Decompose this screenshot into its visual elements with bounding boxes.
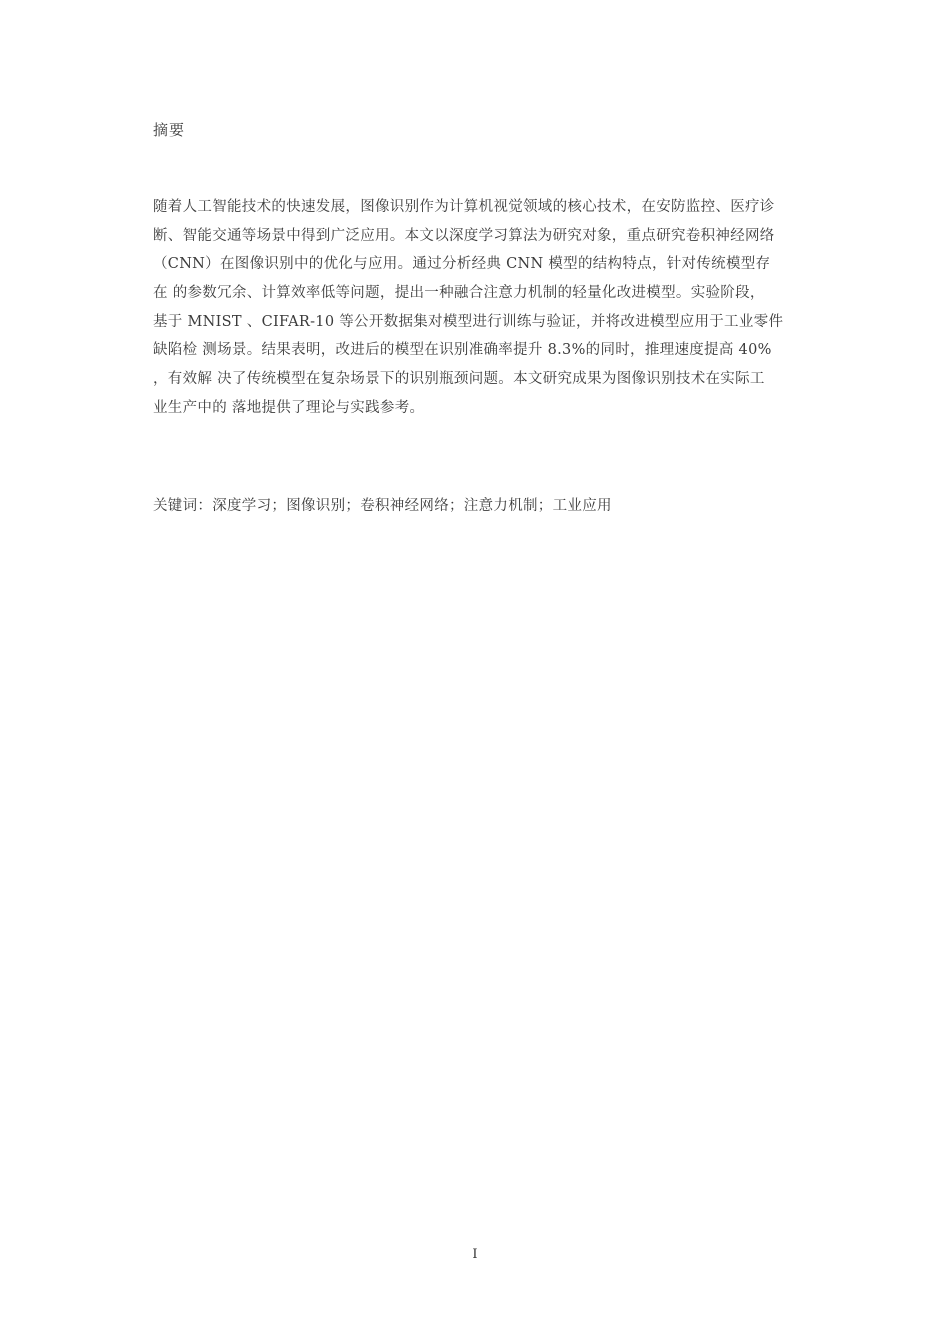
page-number: I: [472, 1247, 478, 1262]
abstract-line: 业生产中的 落地提供了理论与实践参考。: [153, 399, 425, 416]
keywords-line: 关键词：深度学习；图像识别；卷积神经网络；注意力机制；工业应用: [153, 498, 612, 514]
abstract-line: 断、智能交通等场景中得到广泛应用。本文以深度学习算法为研究对象，重点研究卷积神经网络: [153, 227, 775, 244]
abstract-heading: 摘要: [153, 121, 186, 139]
abstract-line: 随着人工智能技术的快速发展，图像识别作为计算机视觉领域的核心技术，在安防监控、医疗诊: [153, 199, 775, 215]
abstract-line: 基于 MNIST 、CIFAR-10 等公开数据集对模型进行训练与验证，并将改进模型应用于工业零件: [153, 313, 784, 330]
abstract-line: 缺陷检 测场景。结果表明，改进后的模型在识别准确率提升 8.3%的同时，推理速度提高 40%: [153, 342, 772, 359]
abstract-line: （CNN）在图像识别中的优化与应用。通过分析经典 CNN 模型的结构特点，针对传统模型存: [153, 256, 771, 273]
abstract-body: [153, 193, 853, 423]
abstract-line: 在 的参数冗余、计算效率低等问题，提出一种融合注意力机制的轻量化改进模型。实验阶段，: [153, 285, 765, 302]
abstract-line: ，有效解 决了传统模型在复杂场景下的识别瓶颈问题。本文研究成果为图像识别技术在实际工: [153, 371, 765, 388]
